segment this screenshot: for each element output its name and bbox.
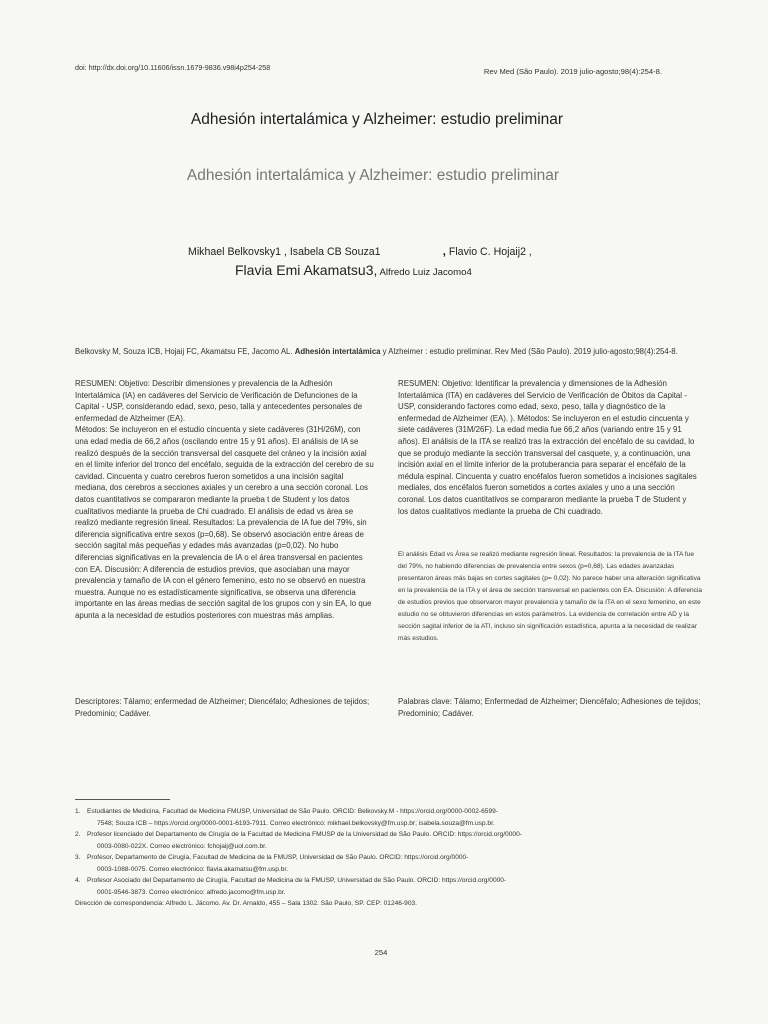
abstract-right-results: El análisis Edad vs Área se realizó mediante regresión lineal. Resultados: la prevalencia de la ITA fue del 79%, no habiendo diferencias de prevalencia entre sexos (p=0,68). Las edades avanzadas presentaron áreas más bajas en cortes sagitales (p= 0,02). No parece haber una alteración significativa en la prevalencia de la ITA y el área de sección transversal en pacientes con EA. Discusión: A diferencia de estudios previos que observaron mayor prevalencia y tamaño de la ITA en el sexo femenino, en este estudio no se obtuvieron diferencias en estos parámetros. La evidencia de correlación entre AD y la sección sagital inferior de la ATI, incluso sin significación estadística, apunta a la necesidad de realizar más estudios.	[398, 551, 703, 642]
author-jacomo: Alfredo Luiz Jacomo4	[377, 267, 472, 278]
doi-link[interactable]: doi: http://dx.doi.org/10.11606/issn.1679-9836.v98i4p254-258	[75, 63, 271, 72]
citation-start: Belkovsky M, Souza ICB, Hojaij FC, Akamatsu FE, Jacomo AL.	[75, 347, 295, 356]
footnotes	[75, 806, 595, 910]
footnote-text-cont: 7548; Souza ICB – https://orcid.org/0000-0001-6193-7911. Correo electrónico: mikhael.belkovsky@fm.usp.br; isabela.souza@fm.usp.br.	[97, 819, 495, 827]
footnote-2	[75, 829, 595, 852]
abstract-left-column	[75, 378, 375, 621]
article-title: Adhesión intertalámica y Alzheimer: estudio preliminar	[190, 111, 564, 128]
footnote-text: Profesor licenciado del Departamento de Cirugía de la Facultad de Medicina FMUSP de la Universidad de São Paulo. ORCID: https://orcid.org/0000-	[87, 831, 522, 838]
authors-line-2	[235, 262, 472, 280]
citation-end: y Alzheimer : estudio preliminar. Rev Med (São Paulo). 2019 julio-agosto;98(4):254-8.	[380, 347, 678, 356]
abstract-right-text: RESUMEN: Objetivo: Identificar la prevalencia y dimensiones de la Adhesión Intertalámica (ITA) en cadáveres del Servicio de Verificación de Óbitos da Capital - USP, considerando factores como edad, sexo, peso, talla y diagnóstico de la enfermedad de Alzheimer (EA). ). Métodos: Se incluyeron en el estudio cincuenta y siete cadáveres (31M/26F). La edad media fue 66,2 años (variando entre 15 y 91 años). El análisis de la ITA se realizó tras la extracción del encéfalo de su cavidad, lo que se produjo mediante la sección transversal del casquete, y, a continuación, una incisión axial en el límite inferior de la protuberancia para separar el encéfalo de la médula espinal. Cincuenta y cuatro encéfalos fueron sometidos a incisiones sagitales mediales, dos encéfalos fueron sometidos a cortes axiales y uno a una sección coronal. Los datos cuantitativos se compararon mediante la prueba T de Student y los datos cualitativos mediante la prueba de Chi cuadrado.	[398, 379, 697, 516]
authors-separator: ,	[442, 244, 446, 258]
page-number: 254	[374, 948, 388, 957]
footnote-number: 2.	[75, 831, 81, 838]
authors-separator-2: ,	[373, 262, 378, 278]
footnote-text: Profesor, Departamento de Cirugía, Facultad de Medicina de la FMUSP, Universidad de São Paulo. ORCID: https://orcid.org/0000-	[87, 854, 469, 861]
footnote-number: 3.	[75, 854, 81, 861]
footnote-4	[75, 875, 595, 898]
correspondence-address: Dirección de correspondencia: Alfredo L. Jácomo. Av. Dr. Arnaldo, 455 – Sala 1302. São Paulo, SP. CEP: 01246-903.	[75, 900, 417, 907]
article-title-secondary: Adhesión intertalámica y Alzheimer: estudio preliminar	[186, 167, 560, 184]
journal-reference: Rev Med (São Paulo). 2019 julio-agosto;98(4):254-8.	[483, 67, 662, 76]
footnote-number: 1.	[75, 808, 81, 815]
footnote-text-cont: 0003-1088-0075. Correo electrónico: flavia.akamatsu@fm.usp.br.	[97, 865, 289, 873]
citation-title-bold: Adhesión intertalámica	[294, 347, 381, 356]
authors-names-b: Flavio C. Hojaij2 ,	[445, 246, 532, 258]
footnote-text: Estudiantes de Medicina, Facultad de Medicina FMUSP, Universidad de São Paulo. ORCID: Belkovsky.M - https://orcid.org/0000-0002-6599-	[87, 808, 498, 815]
abstract-left-objective: RESUMEN: Objetivo: Describir dimensiones y prevalencia de la Adhesión Intertalámica (IA) en cadáveres del Servicio de Verificación de Defunciones de la Capital - USP, considerando edad, sexo, peso, talla y antecedentes personales de enfermedad de Alzheimer (EA).	[75, 379, 363, 423]
footnote-text-cont: 0003-0080-022X. Correo electrónico: fchojaij@uol.com.br.	[97, 842, 267, 850]
author-akamatsu: Flavia Emi Akamatsu3	[235, 262, 374, 278]
authors-names-a: Mikhael Belkovsky1 , Isabela CB Souza1	[188, 246, 381, 258]
footnote-text: Profesor Asociado del Departamento de Cirugía, Facultad de Medicina de la FMUSP, Universidad de São Paulo. ORCID: https://orcid.org/0000-	[87, 877, 507, 884]
keywords-right: Palabras clave: Tálamo; Enfermedad de Alzheimer; Diencéfalo; Adhesiones de tejidos; Predominio; Cadáver.	[398, 697, 701, 718]
authors-line-1	[188, 244, 532, 258]
citation	[75, 345, 685, 358]
footnote-divider	[75, 799, 170, 800]
footnote-3	[75, 852, 595, 875]
keywords-left: Descriptores: Tálamo; enfermedad de Alzheimer; Diencéfalo; Adhesiones de tejidos; Predominio; Cadáver.	[75, 697, 370, 718]
abstract-left-methods: Métodos: Se incluyeron en el estudio cincuenta y siete cadáveres (31H/26M), con una edad media de 66,2 años (oscilando entre 15 y 91 años). El análisis de IA se realizó después de la sección transversal del casquete del cráneo y la incisión axial en el límite inferior del tronco del encéfalo, seguida de la extracción del cerebro de su cavidad. Cincuenta y cuatro cerebros fueron sometidos a una incisión sagital mediana, dos cerebros a secciones axiales y un cerebro a una sección coronal. Los datos cuantitativos se compararon mediante la prueba t de Student y los datos cualitativos mediante la prueba de Chi cuadrado. El análisis de edad vs área se realizó mediante regresión lineal. Resultados: La prevalencia de IA fue del 79%, sin diferencia significativa entre sexos (p=0,68). Se observó asociación entre áreas de sección sagital más pequeñas y edades más avanzadas (p=0,02). No hubo diferencias significativas en la prevalencia de IA o el área transversal en pacientes con EA. Discusión: A diferencia de estudios previos, que asociaban una mayor prevalencia y tamaño de IA con el género femenino, esto no se observó en nuestra muestra. Aunque no es estadísticamente significativa, se observa una diferencia importante en las áreas medias de sección sagital de los grupos con y sin EA, lo que apunta a la necesidad de estudios posteriores con muestras más amplias.	[75, 425, 374, 620]
footnote-number: 4.	[75, 877, 81, 884]
footnote-text-cont: 0001-9546-3873. Correo electrónico: alfredo.jacomo@fm.usp.br.	[97, 888, 286, 896]
footnote-1	[75, 806, 595, 829]
abstract-right-column	[398, 378, 698, 517]
